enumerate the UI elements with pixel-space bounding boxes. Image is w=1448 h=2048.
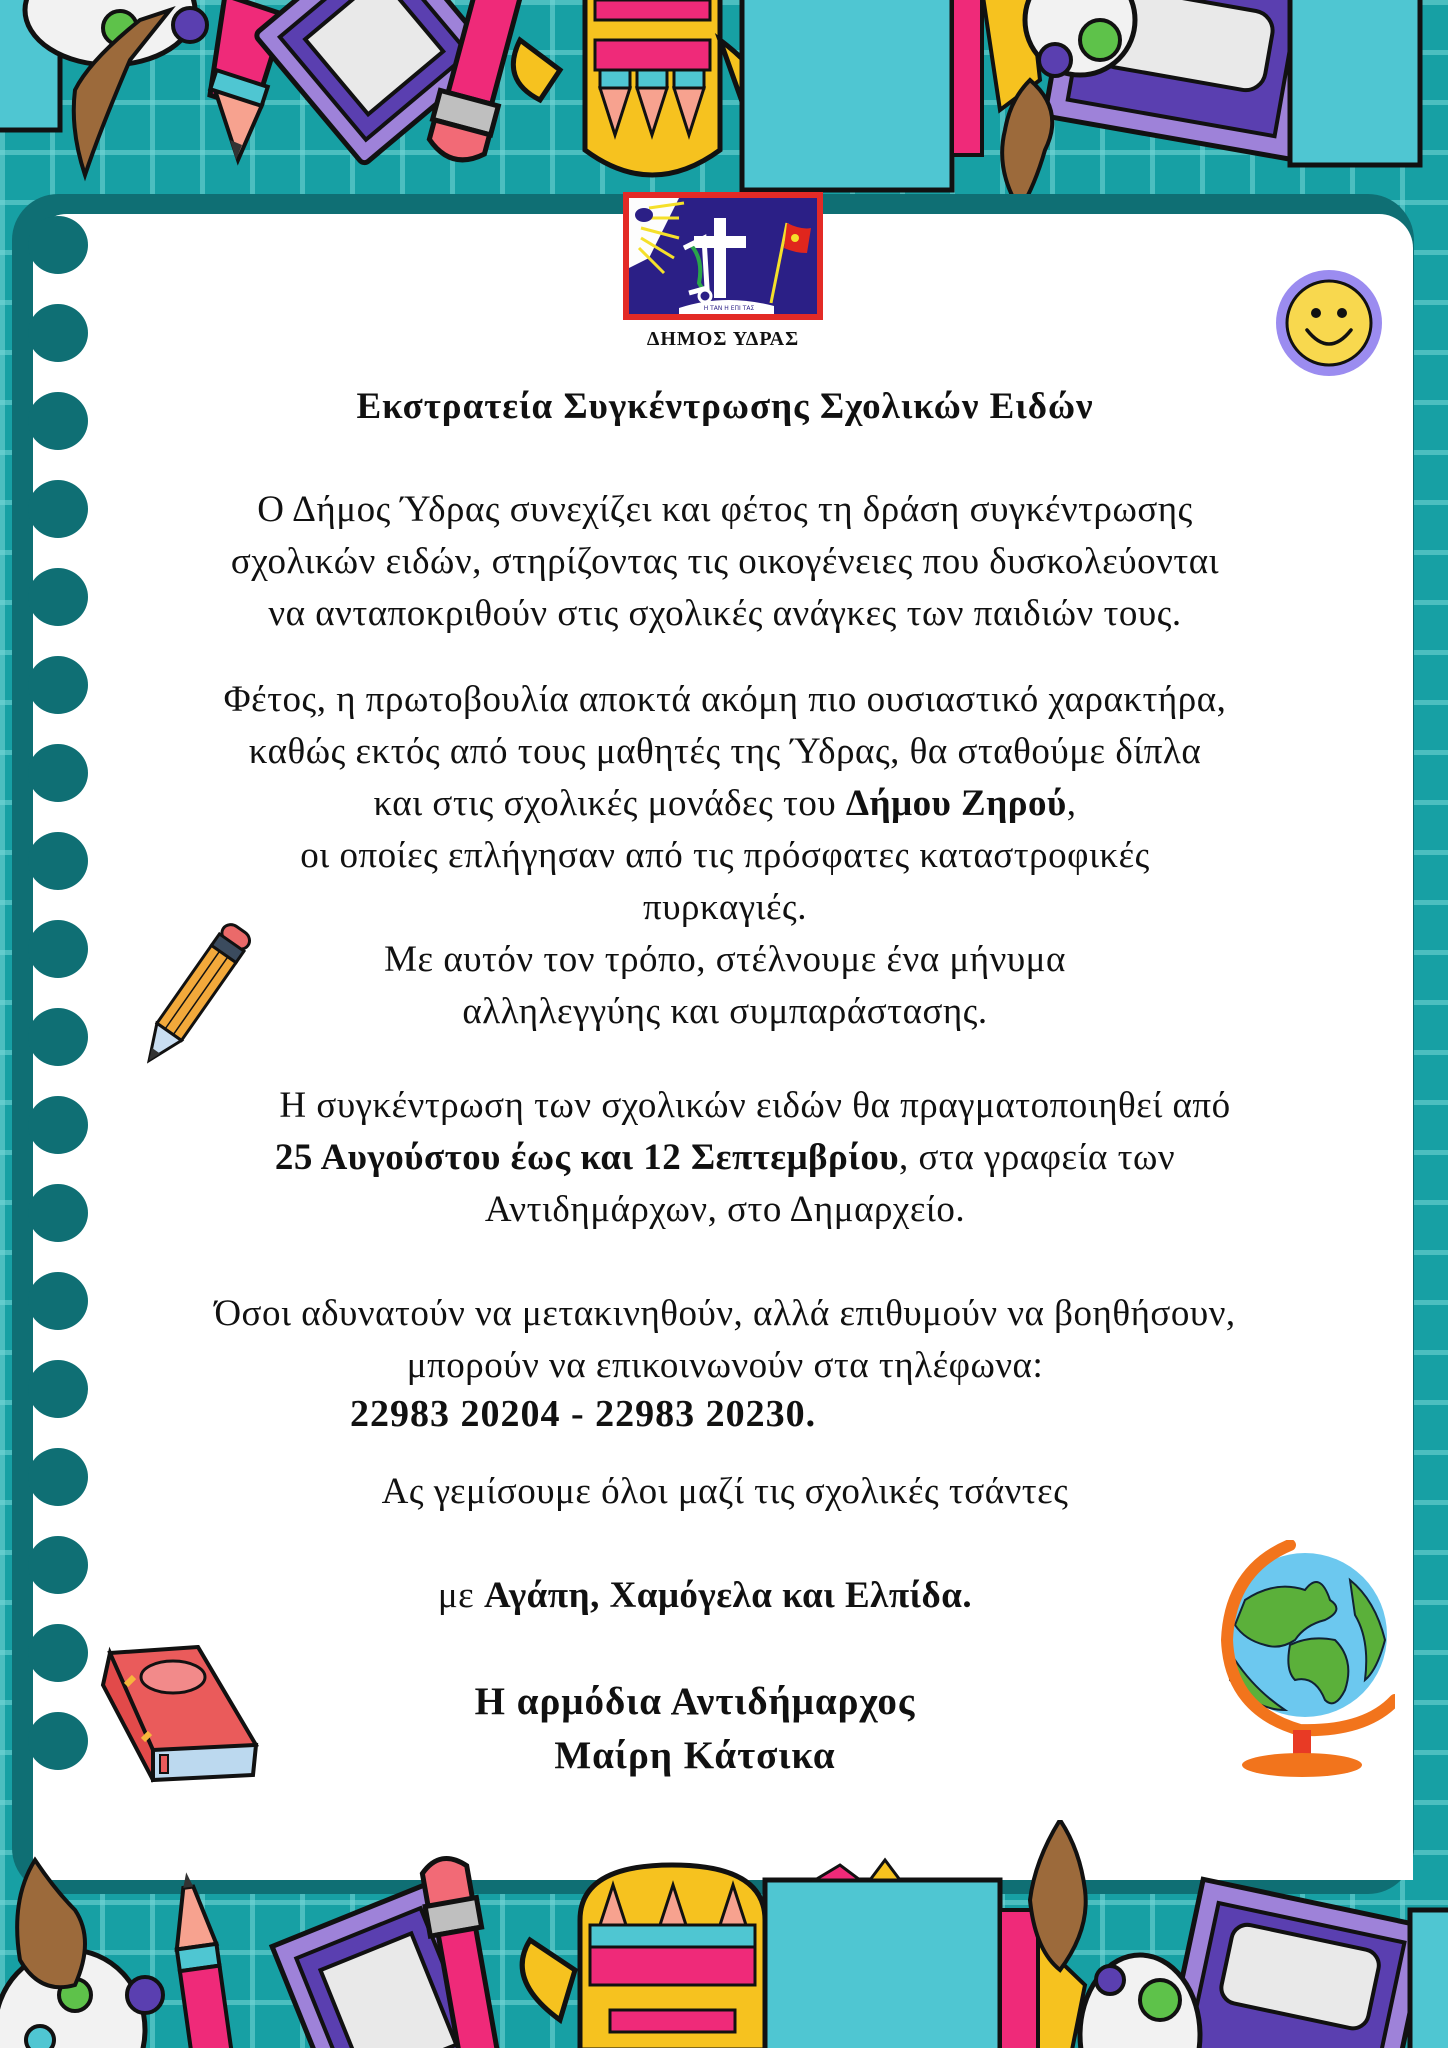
schedule-paragraph: [70, 1080, 1380, 1236]
municipality-logo: [623, 192, 823, 351]
binder-ring: [28, 216, 88, 274]
contact-line: Όσοι αδυνατούν να μετακινηθούν, αλλά επιθυμούν να βοηθήσουν,: [214, 1293, 1236, 1334]
date-range: 25 Αυγούστου έως και 12 Σεπτεμβρίου: [274, 1137, 900, 1178]
initiative-line: [70, 778, 1380, 830]
logo-caption: ΔΗΜΟΣ ΥΔΡΑΣ: [646, 328, 800, 350]
page-title: Εκστρατεία Συγκέντρωσης Σχολικών Ειδών: [356, 386, 1094, 427]
closing-line-1: Ας γεμίσουμε όλοι μαζί τις σχολικές τσάντες: [381, 1471, 1069, 1512]
initiative-line: πυρκαγιές.: [643, 887, 807, 928]
schedule-line: Αντιδημάρχων, στο Δημαρχείο.: [484, 1189, 966, 1230]
binder-ring: [28, 304, 88, 362]
initiative-line: καθώς εκτός από τους μαθητές της Ύδρας, θα σταθούμε δίπλα: [248, 731, 1202, 772]
paintbrush-icon: [17, 1860, 85, 1987]
municipality-crest-icon: [623, 192, 823, 320]
phone-numbers[interactable]: 22983 20204 - 22983 20230.: [350, 1393, 817, 1435]
binder-ring: [28, 392, 88, 450]
text: και στις σχολικές μονάδες του: [373, 783, 846, 824]
svg-text:Η ΤΑΝ Η ΕΠΙ ΤΑΣ: Η ΤΑΝ Η ΕΠΙ ΤΑΣ: [703, 305, 755, 312]
initiative-line: οι οποίες επλήγησαν από τις πρόσφατες καταστροφικές: [300, 835, 1150, 876]
text: με: [437, 1575, 484, 1616]
contact-line: μπορούν να επικοινωνούν στα τηλέφωνα:: [406, 1345, 1044, 1386]
crayon-box-icon: [513, 0, 770, 175]
pencil-icon: [130, 915, 260, 1075]
intro-line: να ανταποκριθούν στις σχολικές ανάγκες των παιδιών τους.: [268, 593, 1182, 634]
text: , στα γραφεία των: [899, 1137, 1176, 1178]
signature-block: [70, 1675, 1380, 1783]
book-icon: [98, 1645, 263, 1785]
signature-name: Μαίρη Κάτσικα: [554, 1734, 836, 1777]
closing-highlight: Αγάπη, Χαμόγελα και Ελπίδα.: [483, 1575, 973, 1616]
smiley-face-icon: [1274, 268, 1384, 378]
initiative-paragraph: [70, 674, 1380, 1038]
highlight-municipality: Δήμου Ζηρού: [845, 783, 1067, 824]
schedule-line: [70, 1132, 1380, 1184]
initiative-line: Φέτος, η πρωτοβουλία αποκτά ακόμη πιο ουσιαστικό χαρακτήρα,: [223, 679, 1227, 720]
initiative-line: αλληλεγγύης και συμπαράστασης.: [462, 991, 988, 1032]
intro-line: Ο Δήμος Ύδρας συνεχίζει και φέτος τη δράση συγκέντρωσης: [257, 489, 1193, 530]
binder-ring: [28, 1624, 88, 1682]
school-supplies-bottom-illustration: [0, 1820, 1448, 2048]
contact-paragraph: [70, 1288, 1380, 1392]
initiative-line: Με αυτόν τον τρόπο, στέλνουμε ένα μήνυμα: [384, 939, 1066, 980]
intro-paragraph: [70, 484, 1380, 640]
closing-line-2: [70, 1574, 1380, 1617]
schedule-line: Η συγκέντρωση των σχολικών ειδών θα πραγματοποιηθεί από: [279, 1085, 1231, 1126]
signature-role: Η αρμόδια Αντιδήμαρχος: [474, 1680, 916, 1723]
text: ,: [1066, 783, 1077, 824]
globe-icon: [1205, 1540, 1395, 1780]
notebook-icon: [742, 0, 1040, 190]
intro-line: σχολικών ειδών, στηρίζοντας τις οικογένειες που δυσκολεύονται: [230, 541, 1220, 582]
